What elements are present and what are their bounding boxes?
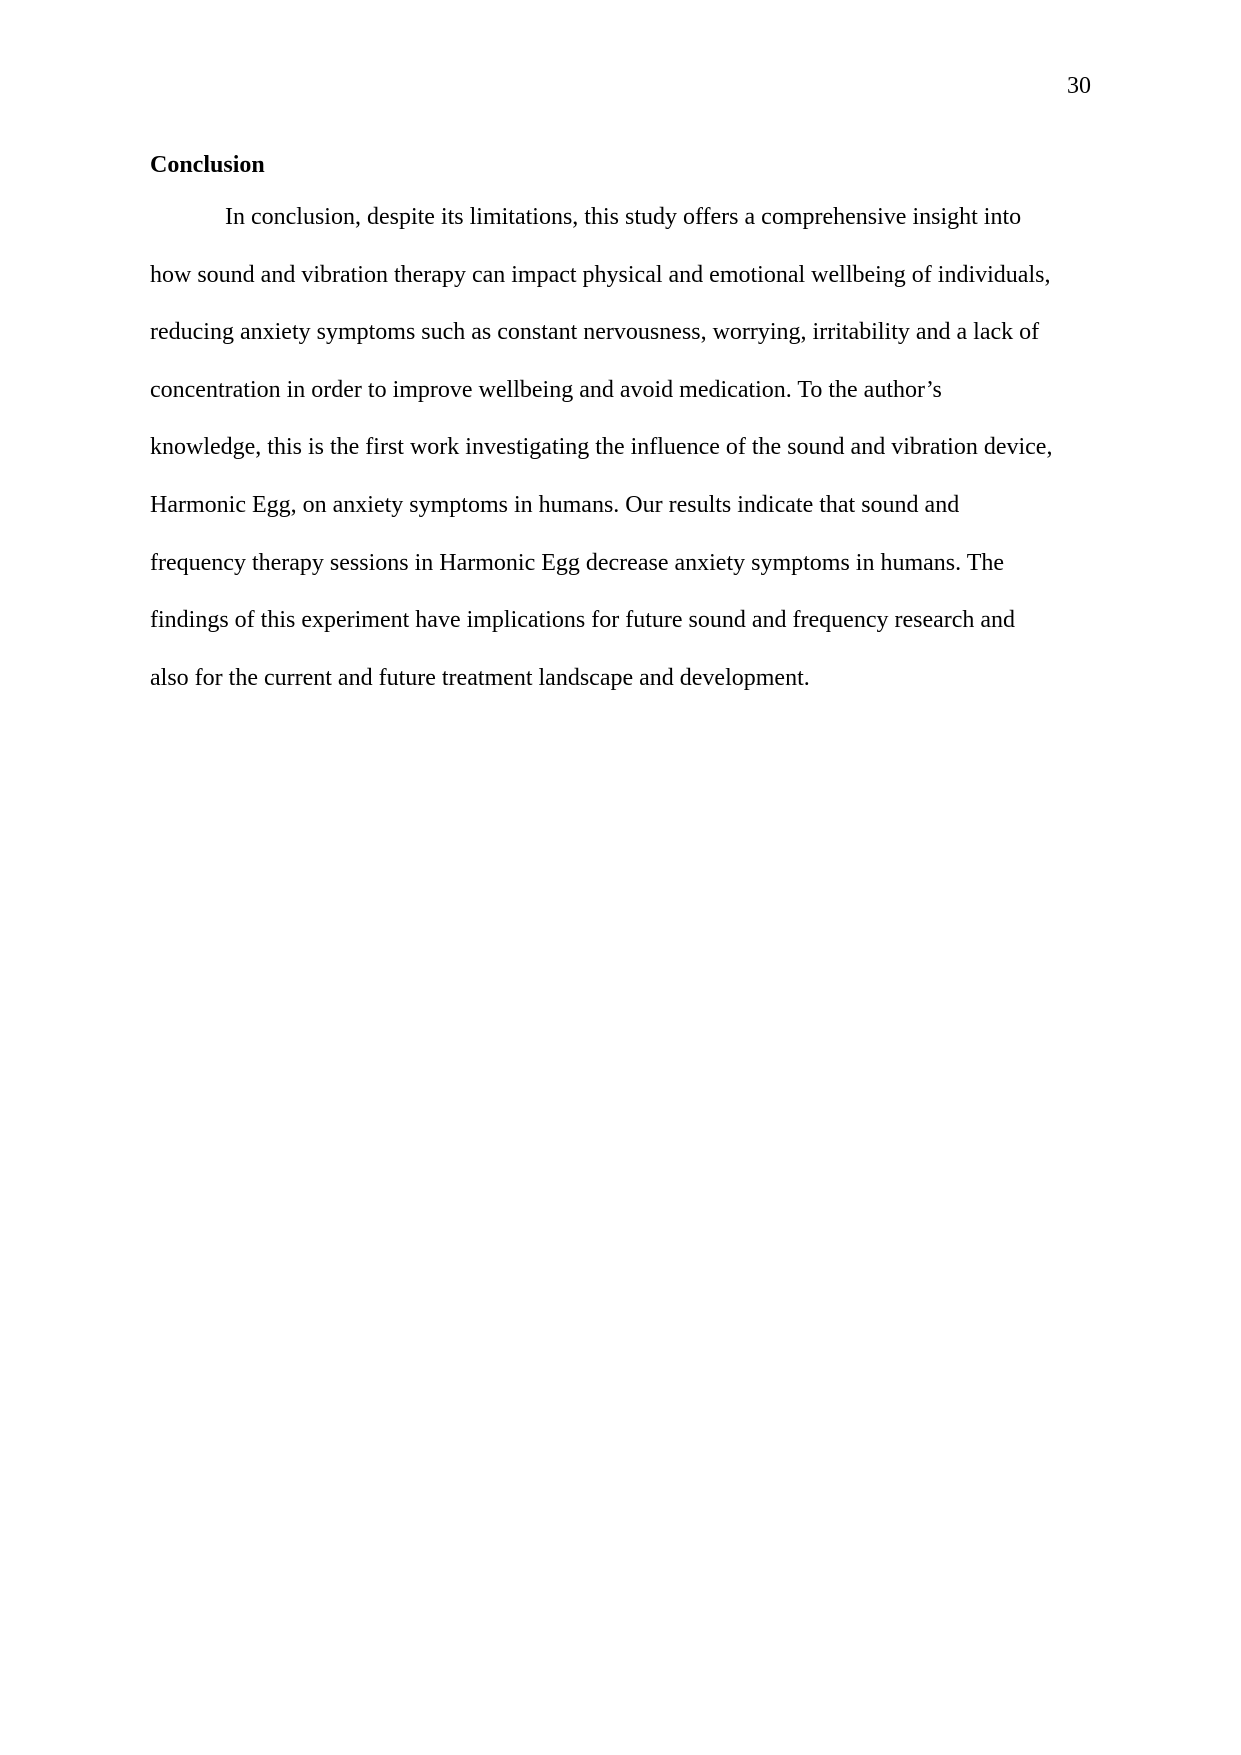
- paragraph-line: findings of this experiment have implications for future sound and frequency research and: [150, 607, 1016, 634]
- conclusion-section: [150, 148, 1095, 707]
- paragraph-line: Harmonic Egg, on anxiety symptoms in humans. Our results indicate that sound and: [150, 491, 960, 518]
- section-heading: Conclusion: [150, 152, 265, 178]
- paragraph-line: reducing anxiety symptoms such as constant nervousness, worrying, irritability and a lack of: [150, 319, 1040, 346]
- paragraph-line: knowledge, this is the first work investigating the influence of the sound and vibration device,: [150, 434, 1053, 461]
- paragraph-line: In conclusion, despite its limitations, this study offers a comprehensive insight into: [225, 204, 1022, 230]
- paragraph-line: concentration in order to improve wellbeing and avoid medication. To the author’s: [150, 376, 942, 403]
- page-number: 30: [1067, 73, 1091, 99]
- paragraph-line: how sound and vibration therapy can impact physical and emotional wellbeing of individuals,: [150, 261, 1051, 288]
- conclusion-paragraph: [150, 189, 1095, 707]
- paragraph-line: also for the current and future treatment landscape and development.: [150, 664, 810, 691]
- paragraph-line: frequency therapy sessions in Harmonic Egg decrease anxiety symptoms in humans. The: [150, 549, 1005, 576]
